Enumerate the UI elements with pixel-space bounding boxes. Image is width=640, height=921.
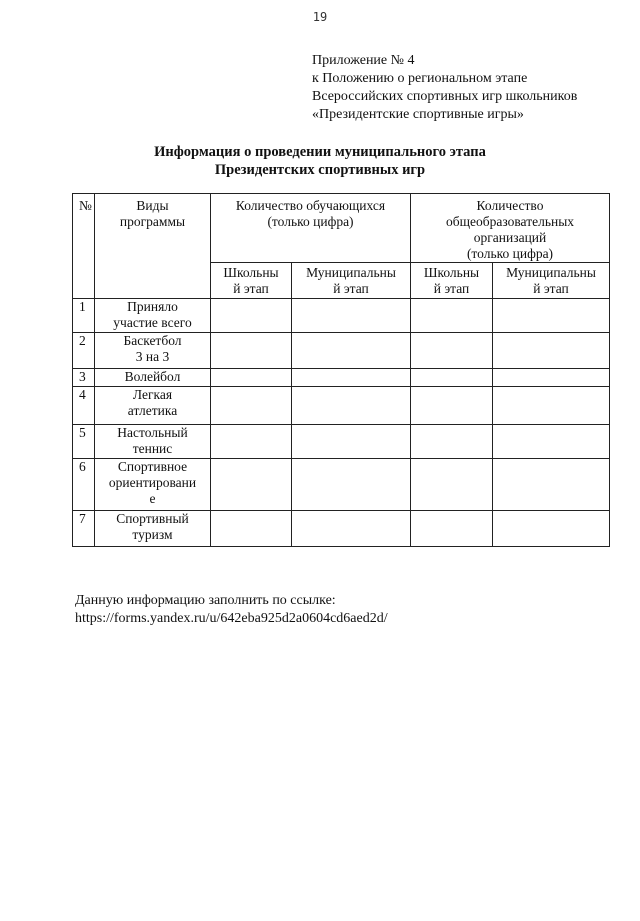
cell-orgs-school[interactable]: [411, 369, 493, 387]
table-row: [73, 387, 610, 425]
table-row: [73, 369, 610, 387]
cell-students-municipal[interactable]: [292, 511, 411, 547]
header-students-count: Количество обучающихся (только цифра): [211, 194, 411, 263]
row-sport-name: Баскетбол 3 на 3: [95, 333, 211, 369]
cell-orgs-school[interactable]: [411, 425, 493, 459]
footer-note: [75, 592, 388, 628]
cell-orgs-municipal[interactable]: [493, 369, 610, 387]
table-row: [73, 425, 610, 459]
cell-orgs-school[interactable]: [411, 387, 493, 425]
cell-students-school[interactable]: [211, 333, 292, 369]
header-number: №: [73, 194, 95, 299]
row-sport-name: Легкая атлетика: [95, 387, 211, 425]
cell-students-school[interactable]: [211, 369, 292, 387]
row-number: 4: [73, 387, 95, 425]
table-row: [73, 459, 610, 511]
cell-students-school[interactable]: [211, 511, 292, 547]
cell-orgs-municipal[interactable]: [493, 425, 610, 459]
report-table: [72, 193, 610, 547]
row-number: 1: [73, 299, 95, 333]
annex-line-1: Приложение № 4: [312, 53, 415, 68]
table-row: [73, 511, 610, 547]
subheader-students-school: Школьны й этап: [211, 263, 292, 299]
row-sport-name: Настольный теннис: [95, 425, 211, 459]
cell-students-municipal[interactable]: [292, 369, 411, 387]
header-row: [73, 194, 610, 263]
cell-students-municipal[interactable]: [292, 459, 411, 511]
cell-students-school[interactable]: [211, 425, 292, 459]
table-row: [73, 333, 610, 369]
title-line-2: Президентских спортивных игр: [214, 162, 426, 178]
cell-orgs-municipal[interactable]: [493, 299, 610, 333]
footer-link[interactable]: https://forms.yandex.ru/u/642eba925d2a0604cd6aed2d/: [75, 611, 388, 626]
document-title: [0, 143, 640, 179]
annex-header: [312, 52, 577, 124]
annex-line-4: «Президентские спортивные игры»: [312, 107, 524, 122]
cell-students-municipal[interactable]: [292, 387, 411, 425]
row-number: 6: [73, 459, 95, 511]
subheader-students-municipal: Муниципальны й этап: [292, 263, 411, 299]
cell-orgs-municipal[interactable]: [493, 387, 610, 425]
cell-orgs-school[interactable]: [411, 333, 493, 369]
row-number: 2: [73, 333, 95, 369]
subheader-orgs-municipal: Муниципальны й этап: [493, 263, 610, 299]
cell-students-municipal[interactable]: [292, 299, 411, 333]
cell-students-municipal[interactable]: [292, 333, 411, 369]
cell-orgs-school[interactable]: [411, 299, 493, 333]
cell-orgs-school[interactable]: [411, 459, 493, 511]
cell-orgs-municipal[interactable]: [493, 511, 610, 547]
subheader-orgs-school: Школьны й этап: [411, 263, 493, 299]
cell-students-school[interactable]: [211, 459, 292, 511]
header-organizations-count: Количество общеобразовательных организаций (только цифра): [411, 194, 610, 263]
row-number: 5: [73, 425, 95, 459]
row-number: 3: [73, 369, 95, 387]
cell-students-school[interactable]: [211, 387, 292, 425]
cell-students-school[interactable]: [211, 299, 292, 333]
table-row: [73, 299, 610, 333]
footer-instruction: Данную информацию заполнить по ссылке:: [75, 593, 336, 608]
cell-orgs-municipal[interactable]: [493, 333, 610, 369]
annex-line-3: Всероссийских спортивных игр школьников: [312, 89, 578, 104]
row-sport-name: Спортивное ориентировани е: [95, 459, 211, 511]
row-number: 7: [73, 511, 95, 547]
header-kinds: Виды программы: [95, 194, 211, 299]
row-sport-name: Спортивный туризм: [95, 511, 211, 547]
cell-orgs-school[interactable]: [411, 511, 493, 547]
cell-students-municipal[interactable]: [292, 425, 411, 459]
row-sport-name: Волейбол: [95, 369, 211, 387]
cell-orgs-municipal[interactable]: [493, 459, 610, 511]
row-sport-name: Приняло участие всего: [95, 299, 211, 333]
title-line-1: Информация о проведении муниципального этапа: [154, 144, 486, 160]
annex-line-2: к Положению о региональном этапе: [312, 71, 528, 86]
page-number: 19: [312, 10, 328, 24]
